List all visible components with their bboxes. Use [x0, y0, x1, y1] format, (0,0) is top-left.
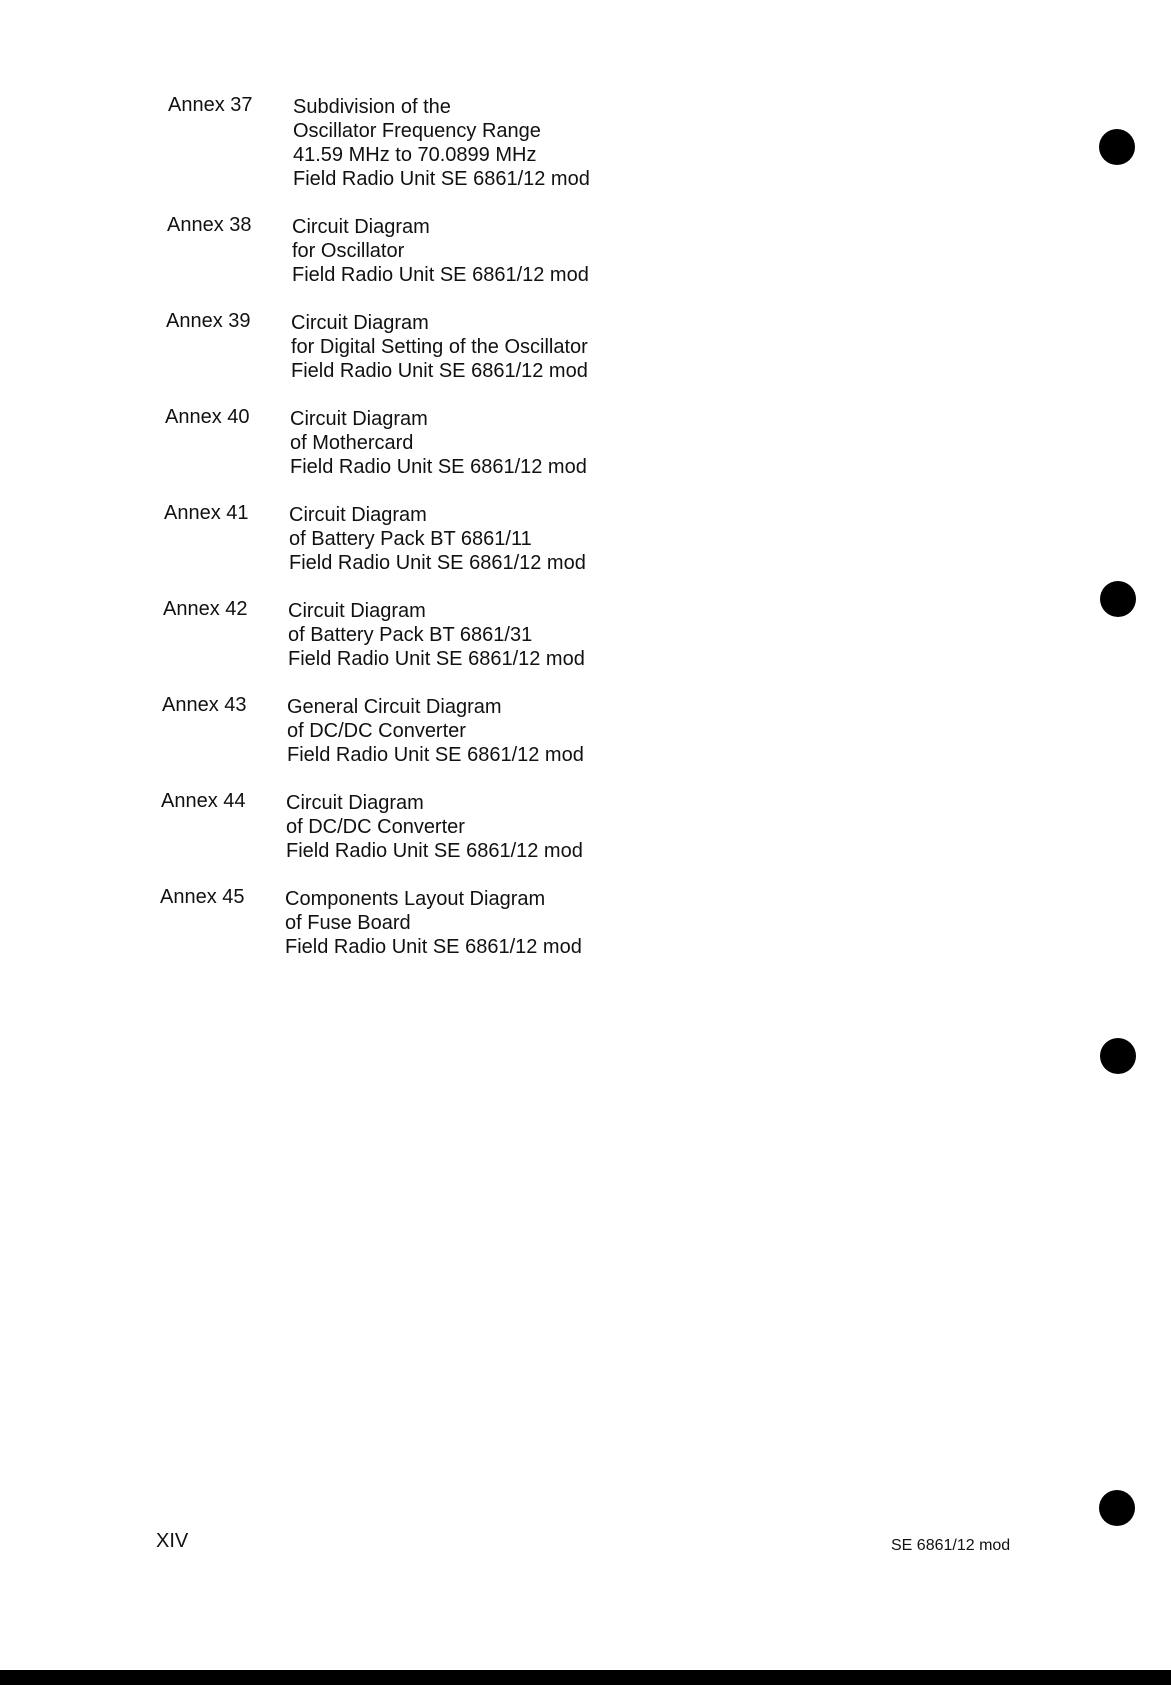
annex-description-line: Components Layout Diagram [285, 888, 546, 910]
annex-description-line: of Fuse Board [285, 912, 411, 934]
annex-entry [160, 885, 860, 981]
annex-description [288, 599, 585, 671]
annex-description [285, 887, 582, 959]
annex-description-line: of DC/DC Converter [287, 720, 466, 742]
annex-label: Annex 37 [168, 94, 253, 116]
annex-description-line: of Mothercard [290, 432, 414, 454]
punch-hole [1100, 1038, 1136, 1074]
annex-description [291, 311, 588, 383]
annex-label: Annex 42 [163, 598, 248, 620]
punch-hole [1100, 581, 1136, 617]
annex-description-line: Field Radio Unit SE 6861/12 mod [289, 552, 586, 574]
annex-entry [164, 501, 864, 597]
annex-description-line: Circuit Diagram [288, 600, 426, 622]
annex-entry [162, 693, 862, 789]
annex-description-line: Circuit Diagram [289, 504, 427, 526]
punch-hole [1099, 1490, 1135, 1526]
annex-description-line: Field Radio Unit SE 6861/12 mod [285, 936, 582, 958]
annex-description-line: of Battery Pack BT 6861/11 [289, 528, 532, 550]
annex-description-line: Field Radio Unit SE 6861/12 mod [292, 264, 589, 286]
document-code: SE 6861/12 mod [891, 1537, 1011, 1554]
annex-description [290, 407, 587, 479]
annex-label: Annex 45 [160, 886, 245, 908]
page-bottom-border [0, 1670, 1171, 1685]
annex-description-line: Field Radio Unit SE 6861/12 mod [287, 744, 584, 766]
annex-label: Annex 43 [162, 694, 247, 716]
annex-description-line: Circuit Diagram [292, 216, 430, 238]
annex-description-line: Circuit Diagram [286, 792, 424, 814]
punch-hole [1099, 129, 1135, 165]
annex-label: Annex 44 [161, 790, 246, 812]
annex-description [287, 695, 584, 767]
annex-description-line: Subdivision of the [293, 96, 451, 118]
annex-description [293, 95, 590, 191]
annex-description-line: Field Radio Unit SE 6861/12 mod [291, 360, 588, 382]
annex-label: Annex 40 [165, 406, 250, 428]
annex-description-line: Circuit Diagram [290, 408, 428, 430]
annex-description-line: Field Radio Unit SE 6861/12 mod [288, 648, 585, 670]
annex-description-line: Field Radio Unit SE 6861/12 mod [293, 168, 590, 190]
annex-entry [165, 405, 865, 501]
annex-description-line: Circuit Diagram [291, 312, 429, 334]
page-number: XIV [156, 1530, 189, 1552]
annex-description-line: Field Radio Unit SE 6861/12 mod [286, 840, 583, 862]
annex-description [292, 215, 589, 287]
annex-label: Annex 41 [164, 502, 249, 524]
annex-label: Annex 39 [166, 310, 251, 332]
annex-description-line: of DC/DC Converter [286, 816, 465, 838]
annex-entry [166, 309, 866, 405]
annex-description-line: General Circuit Diagram [287, 696, 502, 718]
annex-entry [161, 789, 861, 885]
annex-description-line: of Battery Pack BT 6861/31 [288, 624, 533, 646]
annex-description [289, 503, 586, 575]
annex-label: Annex 38 [167, 214, 252, 236]
annex-entry [167, 213, 867, 309]
annex-description-line: for Digital Setting of the Oscillator [291, 336, 588, 358]
annex-description-line: for Oscillator [292, 240, 405, 262]
annex-entry [163, 597, 863, 693]
annex-description [286, 791, 583, 863]
annex-entry [168, 93, 868, 189]
annex-description-line: Field Radio Unit SE 6861/12 mod [290, 456, 587, 478]
annex-description-line: 41.59 MHz to 70.0899 MHz [293, 144, 537, 166]
annex-description-line: Oscillator Frequency Range [293, 120, 541, 142]
